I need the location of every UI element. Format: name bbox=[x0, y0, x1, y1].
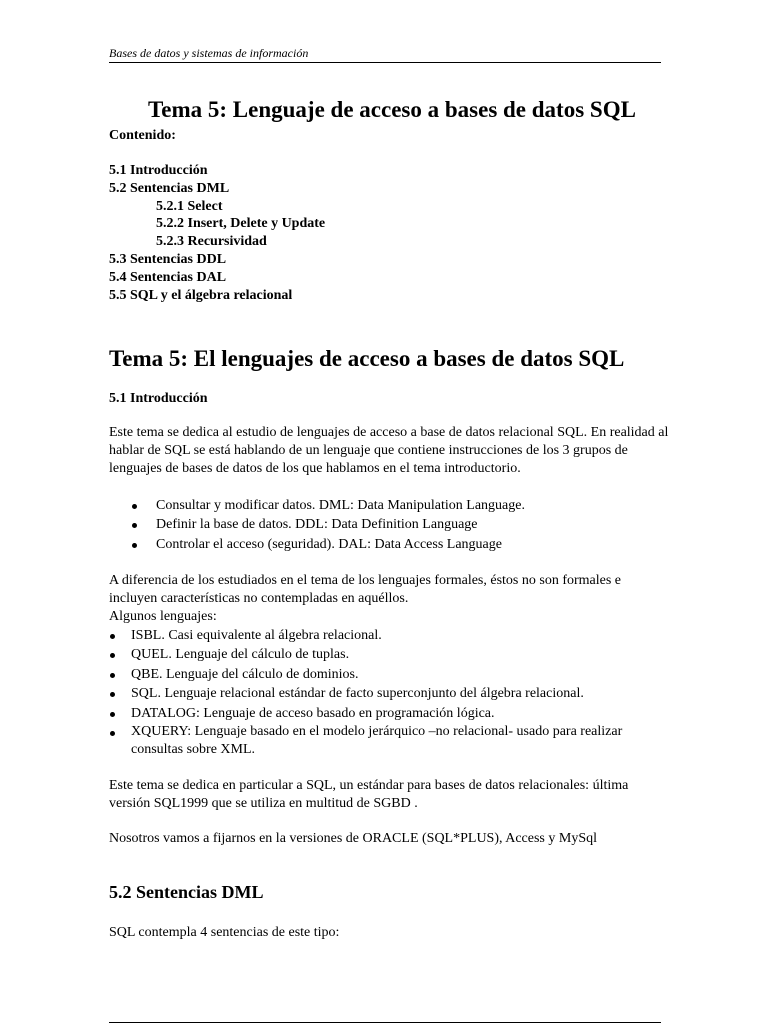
difference-paragraph: A diferencia de los estudiados en el tema de los lenguajes formales, éstos no son formales e incluyen características no contempladas en aquéllos. bbox=[109, 573, 622, 607]
toc-subitem: 5.2.2 Insert, Delete y Update bbox=[156, 216, 326, 232]
toc-item: 5.3 Sentencias DDL bbox=[109, 251, 227, 267]
some-languages-label: Algunos lenguajes: bbox=[109, 608, 217, 624]
section-heading-introduction: 5.1 Introducción bbox=[109, 391, 208, 407]
toc-item: 5.5 SQL y el álgebra relacional bbox=[109, 287, 293, 303]
table-of-contents bbox=[109, 162, 669, 304]
list-item: Controlar el acceso (seguridad). DAL: Data Access Language bbox=[156, 535, 669, 555]
list-item: SQL. Lenguaje relacional estándar de facto superconjunto del álgebra relacional. bbox=[131, 684, 669, 704]
toc-item: 5.1 Introducción bbox=[109, 163, 208, 178]
page-content bbox=[109, 93, 669, 942]
toc-item: 5.2 Sentencias DML bbox=[109, 180, 230, 196]
list-item: QUEL. Lenguaje del cálculo de tuplas. bbox=[131, 645, 669, 665]
contents-label: Contenido: bbox=[109, 128, 176, 143]
list-item: Definir la base de datos. DDL: Data Definition Language bbox=[156, 515, 669, 535]
language-groups-list bbox=[109, 496, 669, 555]
toc-item: 5.4 Sentencias DAL bbox=[109, 269, 227, 285]
list-item: XQUERY: Lenguaje basado en el modelo jerárquico –no relacional- usado para realizar consultas sobre XML. bbox=[131, 723, 669, 759]
list-item: QBE. Lenguaje del cálculo de dominios. bbox=[131, 665, 669, 685]
section-heading-dml: 5.2 Sentencias DML bbox=[109, 882, 264, 903]
header-rule bbox=[109, 62, 661, 63]
toc-subitem: 5.2.3 Recursividad bbox=[156, 234, 267, 250]
running-header: Bases de datos y sistemas de información bbox=[109, 46, 309, 60]
cover-title: Tema 5: Lenguaje de acceso a bases de datos SQL bbox=[148, 97, 636, 122]
versions-paragraph: Nosotros vamos a fijarnos en la versiones de ORACLE (SQL*PLUS), Access y MySql bbox=[109, 831, 598, 847]
footer-rule bbox=[109, 1022, 661, 1023]
list-item: Consultar y modificar datos. DML: Data Manipulation Language. bbox=[156, 496, 669, 516]
list-item: ISBL. Casi equivalente al álgebra relacional. bbox=[131, 626, 669, 646]
list-item: DATALOG: Lenguaje de acceso basado en programación lógica. bbox=[131, 704, 669, 724]
toc-subitem: 5.2.1 Select bbox=[156, 198, 223, 214]
dml-paragraph: SQL contempla 4 sentencias de este tipo: bbox=[109, 925, 340, 941]
chapter-title: Tema 5: El lenguajes de acceso a bases de datos SQL bbox=[109, 346, 625, 372]
intro-paragraph: Este tema se dedica al estudio de lenguajes de acceso a base de datos relacional SQL. En realidad al hablar de SQL se está hablando de un lenguaje que contiene instrucciones de los 3 grupos de lenguajes de bases de datos de los que hablamos en el tema introductorio. bbox=[109, 425, 669, 476]
languages-list bbox=[109, 626, 669, 759]
sql-paragraph: Este tema se dedica en particular a SQL, un estándar para bases de datos relacionales: última versión SQL1999 que se utiliza en multitud de SGBD . bbox=[109, 777, 629, 811]
